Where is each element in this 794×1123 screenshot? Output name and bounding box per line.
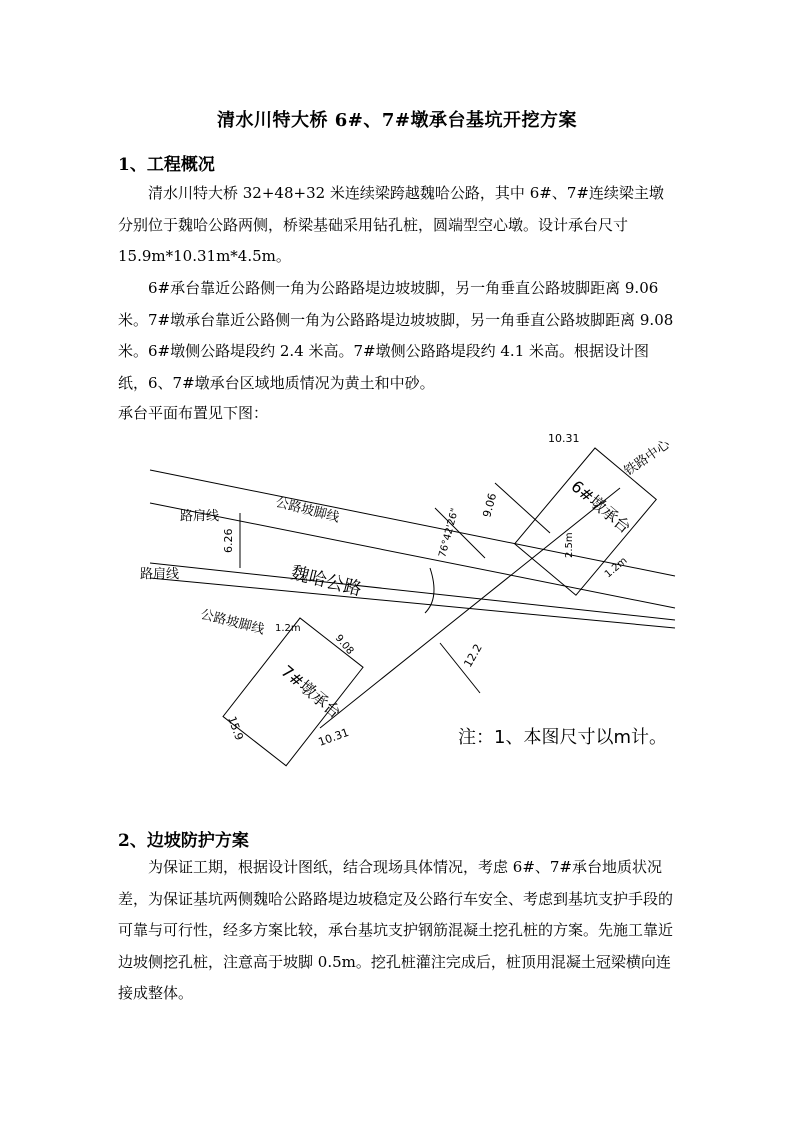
section1-paragraph-1: 清水川特大桥 32+48+32 米连续梁跨越魏哈公路，其中 6#、7#连续梁主墩分别位于魏哈公路两侧，桥梁基础采用钻孔桩，圆端型空心墩。设计承台尺寸 15.9m*10.31m*4.5m。 (118, 184, 664, 265)
dim-angle: 76°42'26" (437, 507, 461, 559)
dim-7-offset: 9.08 (332, 632, 356, 657)
road-label: 魏哈公路 (288, 562, 364, 601)
figure-note: 注：1、本图尺寸以m计。 (458, 727, 667, 748)
shoulder-label-top: 路肩线 (180, 509, 220, 524)
dim-road-width: 6.26 (222, 528, 235, 553)
dim-length: 15.9 (225, 714, 246, 743)
dim-6-offset: 9.06 (480, 491, 500, 519)
figure-caption: 承台平面布置见下图： (118, 404, 269, 422)
section2-heading: 2、边坡防护方案 (118, 831, 249, 851)
railway-centerline (320, 488, 620, 728)
document-title: 清水川特大桥 6#、7#墩承台基坑开挖方案 (217, 110, 577, 131)
dim-1-2m-b: 1.2m (602, 555, 630, 581)
pier-6-label: 6#墩承台 (567, 476, 635, 538)
dim-2-5m: 2.5m (564, 532, 575, 558)
pier-7-label: 7#墩承台 (277, 661, 345, 723)
slope-toe-label-bottom: 公路坡脚线 (199, 607, 266, 638)
slope-toe-label-top: 公路坡脚线 (274, 495, 341, 526)
section2-paragraph-1: 为保证工期，根据设计图纸，结合现场具体情况，考虑 6#、7#承台地质状况差，为保证基坑两侧魏哈公路路堤边坡稳定及公路行车安全、考虑到基坑支护手段的可靠与可行性，经多方案比较，承台基坑支护钢筋混凝土挖孔桩的方案。先施工靠近边坡侧挖孔桩，注意高于坡脚 0.5m。挖孔桩灌注完成后，桩顶用混凝土冠梁横向连接成整体。 (118, 858, 674, 1002)
dim-width-top: 10.31 (548, 432, 580, 445)
dim-width-bottom: 10.31 (316, 725, 351, 749)
railway-center-label: 铁路中心 (621, 437, 673, 480)
dim-12-2: 12.2 (461, 641, 485, 670)
top-shoulder-line (150, 503, 675, 608)
dim-1-2m-a: 1.2m (275, 623, 301, 634)
shoulder-label-left: 路肩线 (140, 567, 180, 582)
section1-heading: 1、工程概况 (118, 155, 215, 175)
section1-paragraph-2: 6#承台靠近公路侧一角为公路路堤边坡坡脚，另一角垂直公路坡脚距离 9.06 米。7#墩承台靠近公路侧一角为公路路堤边坡坡脚，另一角垂直公路坡脚距离 9.08 米。6#墩侧公路堤段约 2.4 米高。7#墩侧公路路堤段约 4.1 米高。根据设计图纸，6、7#墩承台区域地质情况为黄土和中砂。 (118, 279, 674, 392)
pier-layout-diagram (140, 428, 680, 788)
top-slope-toe-line (150, 470, 675, 576)
